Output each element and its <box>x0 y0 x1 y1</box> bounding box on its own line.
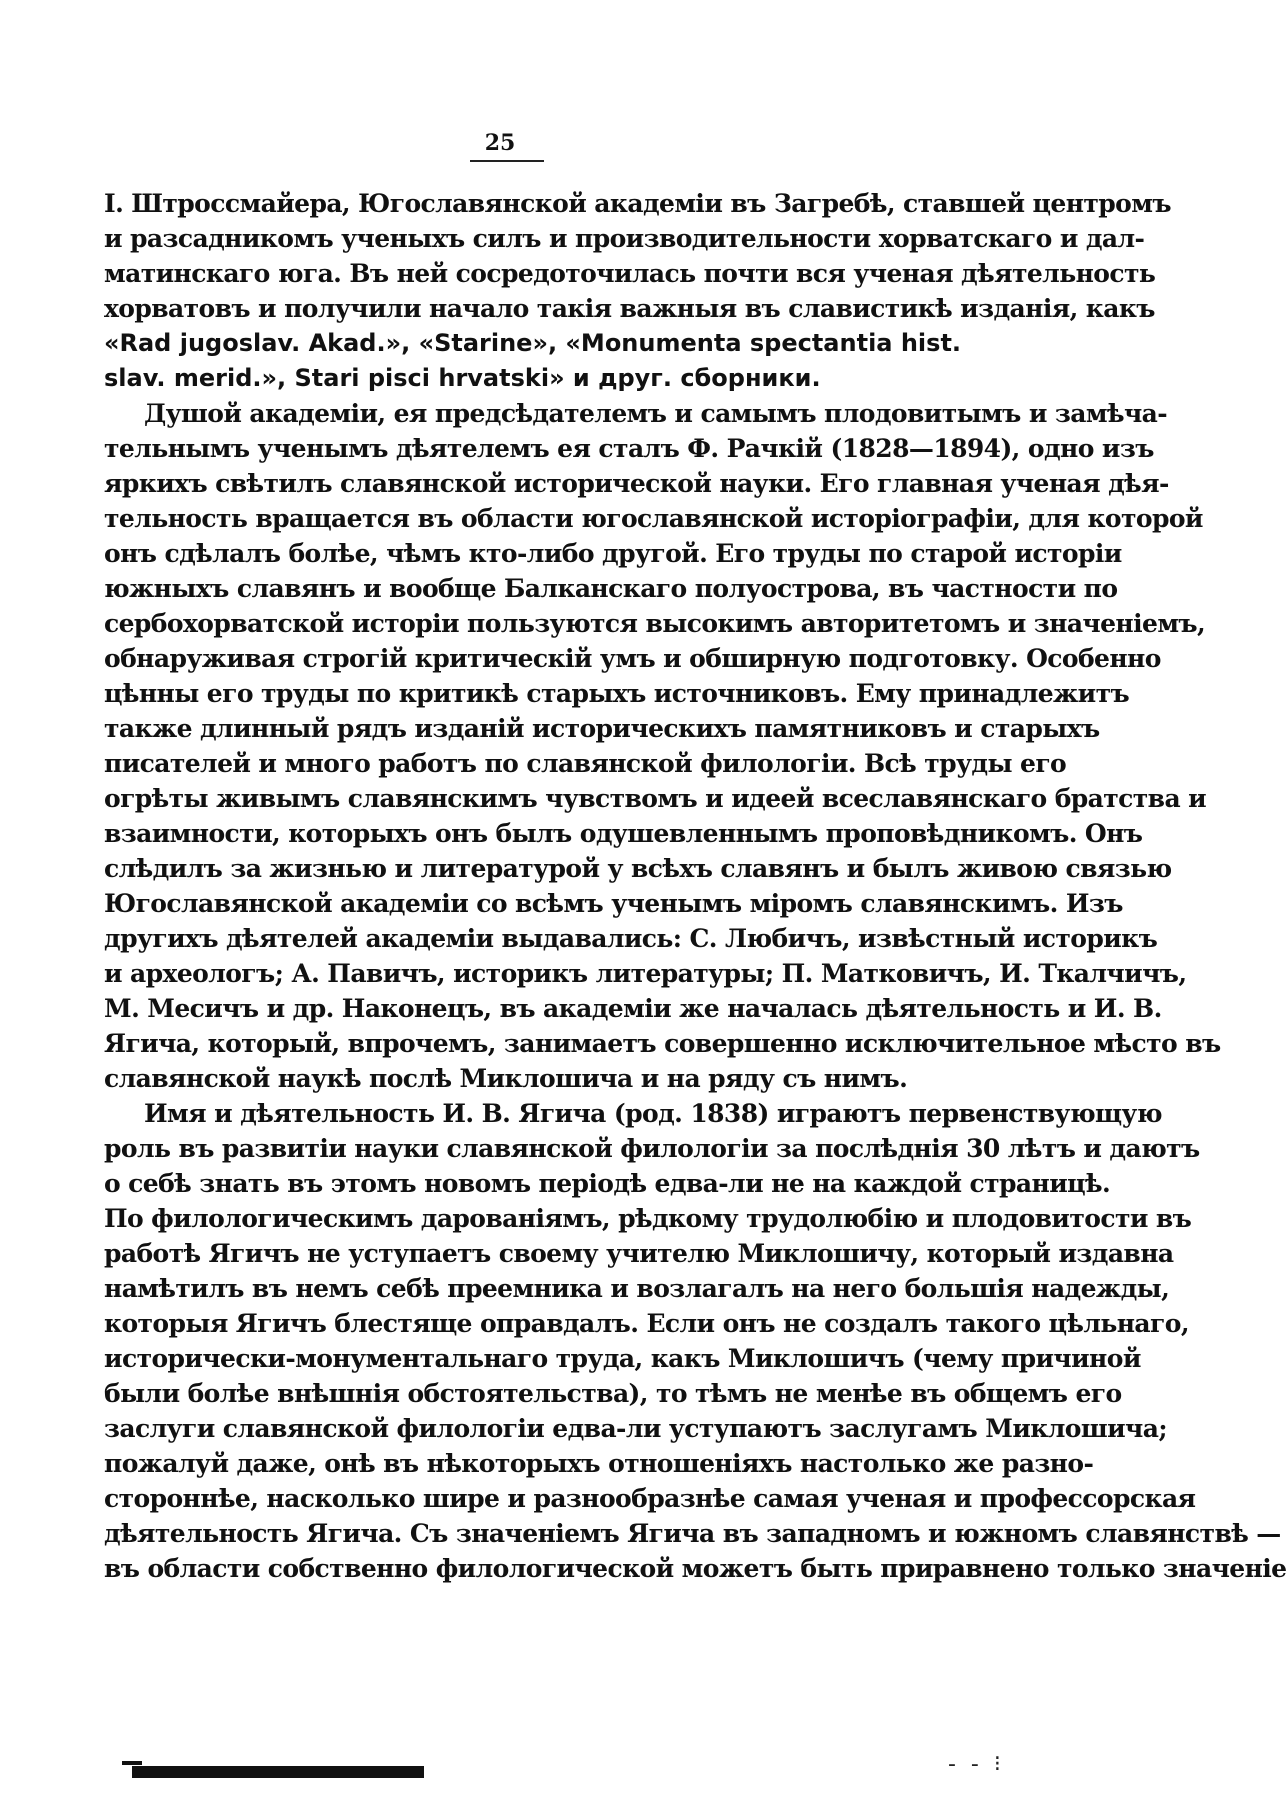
scan-edge-marks: - - ⁝ <box>948 1752 1005 1777</box>
text-line: исторически-монументальнаго труда, какъ Миклошичъ (чему причиной <box>104 1344 1141 1373</box>
paragraph-start-line: Душой академiи, ея предсѣдателемъ и самымъ плодовитымъ и замѣча- <box>144 399 1168 428</box>
text-line: М. Месичъ и др. Наконецъ, въ академiи же началась дѣятельность и И. В. <box>104 994 1162 1023</box>
text-line: были болѣе внѣшнiя обстоятельства), то тѣмъ не менѣе въ общемъ его <box>104 1379 1122 1408</box>
text-line: роль въ развитiи науки славянской филологiи за послѣднiя 30 лѣтъ и даютъ <box>104 1134 1200 1163</box>
text-line: южныхъ славянъ и вообще Балканскаго полуострова, въ частности по <box>104 574 1118 603</box>
text-line: пожалуй даже, онѣ въ нѣкоторыхъ отношенiяхъ настолько же разно- <box>104 1449 1094 1478</box>
text-line: Югославянской академiи со всѣмъ ученымъ мiромъ славянскимъ. Изъ <box>104 889 1123 918</box>
text-line: заслуги славянской филологiи едва-ли уступаютъ заслугамъ Миклошича; <box>104 1414 1167 1443</box>
text-line: о себѣ знать въ этомъ новомъ перiодѣ едва-ли не на каждой страницѣ. <box>104 1169 1111 1198</box>
text-line: матинскаго юга. Въ ней сосредоточилась почти вся ученая дѣятельность <box>104 259 1156 288</box>
text-line: въ области собственно филологической можетъ быть приравнено только значенiе <box>104 1554 1287 1583</box>
text-line: яркихъ свѣтилъ славянской исторической науки. Его главная ученая дѣя- <box>104 469 1169 498</box>
text-line: и археологъ; А. Павичъ, историкъ литературы; П. Матковичъ, И. Ткалчичъ, <box>104 959 1187 988</box>
scan-artifact-bar <box>132 1766 424 1778</box>
text-line: Ягича, который, впрочемъ, занимаетъ совершенно исключительное мѣсто въ <box>104 1029 1221 1058</box>
text-line: «Rad jugoslav. Akad.», «Starine», «Monumenta spectantia hist. <box>104 329 962 357</box>
text-line: онъ сдѣлалъ болѣе, чѣмъ кто-либо другой. Его труды по старой исторiи <box>104 539 1122 568</box>
text-line: тельнымъ ученымъ дѣятелемъ ея сталъ Ф. Рачкiй (1828—1894), одно изъ <box>104 434 1154 463</box>
text-line: стороннѣе, насколько шире и разнообразнѣе самая ученая и профессорская <box>104 1484 1196 1513</box>
text-line: которыя Ягичъ блестяще оправдалъ. Если онъ не создалъ такого цѣльнаго, <box>104 1309 1189 1338</box>
text-line: взаимности, которыхъ онъ былъ одушевленнымъ проповѣдникомъ. Онъ <box>104 819 1143 848</box>
text-line: сербохорватской исторiи пользуются высокимъ авторитетомъ и значенiемъ, <box>104 609 1206 638</box>
page-number-rule <box>470 160 544 162</box>
text-line: огрѣты живымъ славянскимъ чувствомъ и идеей всеславянскаго братства и <box>104 784 1207 813</box>
text-line: другихъ дѣятелей академiи выдавались: С. Любичъ, извѣстный историкъ <box>104 924 1158 953</box>
text-line: намѣтилъ въ немъ себѣ преемника и возлагалъ на него большiя надежды, <box>104 1274 1170 1303</box>
text-line: хорватовъ и получили начало такiя важныя въ славистикѣ изданiя, какъ <box>104 294 1155 323</box>
text-line: I. Штроссмайера, Югославянской академiи въ Загребѣ, ставшей центромъ <box>104 189 1171 218</box>
text-line: обнаруживая строгiй критическiй умъ и обширную подготовку. Особенно <box>104 644 1161 673</box>
text-line: славянской наукѣ послѣ Миклошича и на ряду съ нимъ. <box>104 1064 908 1093</box>
text-line: также длинный рядъ изданiй историческихъ памятниковъ и старыхъ <box>104 714 1100 743</box>
paragraph-start-line: Имя и дѣятельность И. В. Ягича (род. 1838) играютъ первенствующую <box>144 1099 1162 1128</box>
page-number: 25 <box>484 130 516 156</box>
text-line: и разсадникомъ ученыхъ силъ и производительности хорватскаго и дал- <box>104 224 1145 253</box>
body-text <box>104 186 1287 1586</box>
text-line: слѣдилъ за жизнью и литературой у всѣхъ славянъ и былъ живою связью <box>104 854 1172 883</box>
text-line: цѣнны его труды по критикѣ старыхъ источниковъ. Ему принадлежитъ <box>104 679 1130 708</box>
text-line: писателей и много работъ по славянской филологiи. Всѣ труды его <box>104 749 1067 778</box>
text-line: По филологическимъ дарованiямъ, рѣдкому трудолюбiю и плодовитости въ <box>104 1204 1192 1233</box>
text-line: slav. merid.», Stari pisci hrvatski» и друг. сборники. <box>104 364 821 392</box>
text-line: тельность вращается въ области югославянской исторiографiи, для которой <box>104 504 1203 533</box>
text-line: работѣ Ягичъ не уступаетъ своему учителю Миклошичу, который издавна <box>104 1239 1174 1268</box>
text-line: дѣятельность Ягича. Съ значенiемъ Ягича въ западномъ и южномъ славянствѣ — <box>104 1519 1281 1548</box>
